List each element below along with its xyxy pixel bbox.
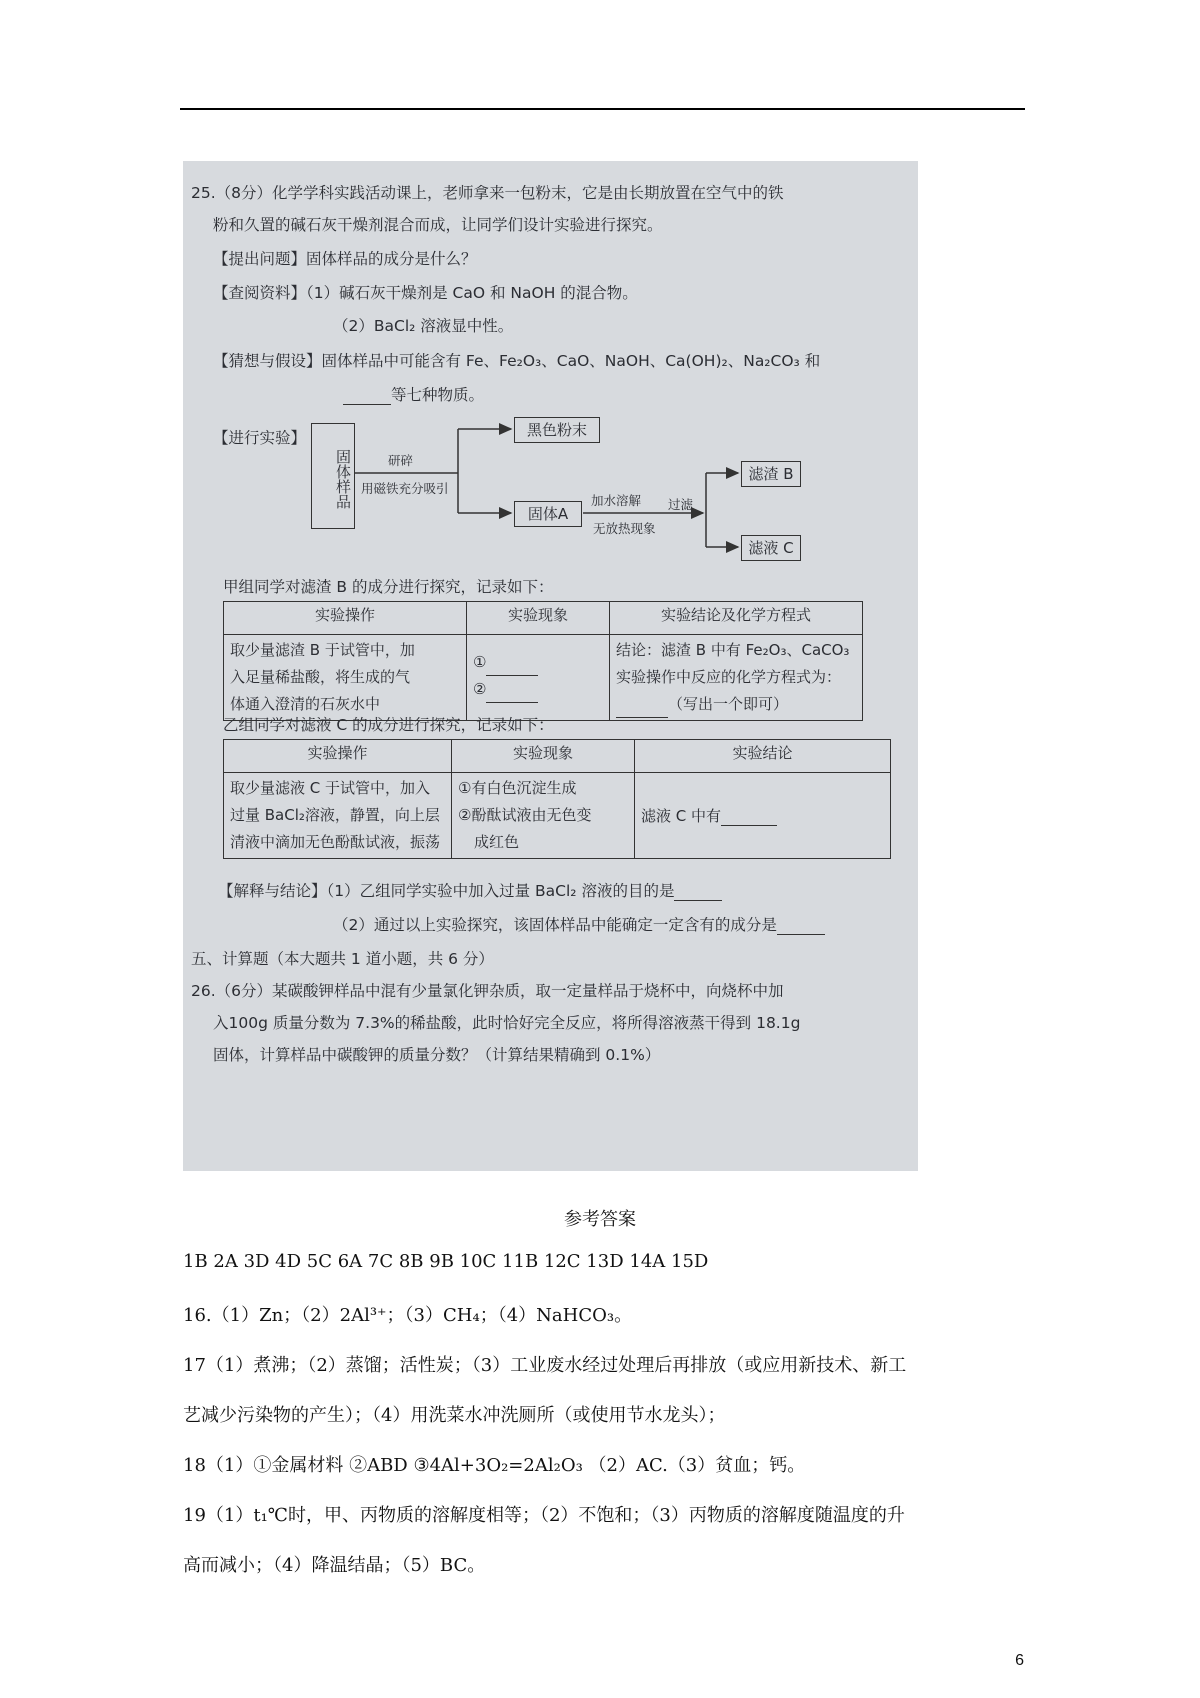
answers-title: 参考答案	[564, 1209, 636, 1230]
t2-phen	[452, 773, 635, 859]
expl1-line	[218, 879, 722, 901]
scanned-exam-photo	[183, 161, 918, 1171]
flow-grind: 研碎	[388, 453, 414, 468]
t2-op-line: 取少量滤液 C 于试管中，加入	[230, 779, 431, 797]
flow-black-powder: 黑色粉末	[514, 417, 600, 443]
t1-header-phen: 实验现象	[467, 602, 610, 635]
q26-line2: 入100g 质量分数为 7.3%的稀盐酸，此时恰好完全反应，将所得溶液蒸干得到 18.1g	[213, 1014, 801, 1032]
answer-19-line2: 高而减小；（4）降温结晶；（5）BC。	[183, 1555, 486, 1576]
answer-blank	[721, 825, 777, 826]
t2-header-op: 实验操作	[224, 740, 452, 773]
expl2: （2）通过以上实验探究，该固体样品中能确定一定含有的成分是	[333, 916, 777, 934]
q25-info2: （2）BaCl₂ 溶液显中性。	[333, 317, 514, 335]
q26-line1: 26.（6分）某碳酸钾样品中混有少量氯化钾杂质，取一定量样品于烧杯中，向烧杯中加	[191, 982, 784, 1000]
flow-magnet: 用磁铁充分吸引	[361, 481, 449, 496]
t1-op	[224, 635, 467, 721]
t2-phen-line: ②酚酞试液由无色变	[458, 806, 592, 824]
t1-header-op: 实验操作	[224, 602, 467, 635]
t2-conc	[635, 773, 891, 859]
expl2-line	[333, 913, 825, 935]
t1-op-line: 取少量滤渣 B 于试管中，加	[230, 641, 415, 659]
flow-dissolve: 加水溶解	[591, 493, 642, 508]
flow-filter: 过滤	[668, 497, 694, 512]
t2-conc-text: 滤液 C 中有	[641, 807, 722, 825]
q25-line1: 25.（8分）化学学科实践活动课上，老师拿来一包粉末，它是由长期放置在空气中的铁	[191, 184, 784, 202]
answer-17-line2: 艺减少污染物的产生）；（4）用洗菜水冲洗厕所（或使用节水龙头）；	[183, 1405, 726, 1426]
t1-conc-line: 结论：滤渣 B 中有 Fe₂O₃、CaCO₃	[616, 641, 850, 659]
answer-blank	[674, 900, 722, 901]
flow-sample: 固体样品	[334, 449, 352, 509]
experiment-heading: 【进行实验】	[213, 429, 307, 447]
t1-op-line: 入足量稀盐酸，将生成的气	[230, 668, 411, 686]
t2-op-line: 清液中滴加无色酚酞试液，振荡	[230, 833, 441, 851]
t1-phen-1: ①	[473, 649, 603, 676]
flow-residue-b: 滤渣 B	[741, 461, 801, 487]
section-5-heading: 五、计算题（本大题共 1 道小题，共 6 分）	[191, 950, 494, 968]
t2-header-conc: 实验结论	[635, 740, 891, 773]
table-group-a	[223, 601, 863, 721]
t1-conc-line: 实验操作中反应的化学方程式为：	[616, 668, 842, 686]
t1-conc-line3: （写出一个即可）	[616, 691, 856, 718]
answer-18: 18（1）①金属材料 ②ABD ③4Al+3O₂=2Al₂O₃ （2）AC.（3）贫血；钙。	[183, 1455, 806, 1476]
t2-op	[224, 773, 452, 859]
header-rule	[180, 108, 1025, 110]
q25-guess2: 等七种物质。	[391, 386, 485, 404]
answer-17-line1: 17（1）煮沸；（2）蒸馏；活性炭；（3）工业废水经过处理后再排放（或应用新技术、新工	[183, 1355, 907, 1376]
table-group-b	[223, 739, 891, 859]
q25-question: 【提出问题】固体样品的成分是什么？	[213, 250, 477, 268]
t2-phen-line: ①有白色沉淀生成	[458, 779, 577, 797]
t1-phen-2: ②	[473, 676, 603, 703]
t2-header-phen: 实验现象	[452, 740, 635, 773]
expl1: 【解释与结论】（1）乙组同学实验中加入过量 BaCl₂ 溶液的目的是	[218, 882, 675, 900]
q25-guess1: 【猜想与假设】固体样品中可能含有 Fe、Fe₂O₃、CaO、NaOH、Ca(OH)₂、Na₂CO₃ 和	[213, 352, 821, 370]
group-b-intro: 乙组同学对滤液 C 的成分进行探究，记录如下：	[223, 716, 554, 734]
t2-phen-line: 成红色	[474, 833, 520, 851]
answer-blank	[777, 934, 825, 935]
flow-solid-a: 固体A	[514, 501, 582, 527]
t1-phen	[467, 635, 610, 721]
flow-no-heat: 无放热现象	[593, 521, 656, 536]
q26-line3: 固体，计算样品中碳酸钾的质量分数？（计算结果精确到 0.1%）	[213, 1046, 661, 1064]
answer-16: 16.（1）Zn；（2）2Al³⁺；（3）CH₄；（4）NaHCO₃。	[183, 1305, 633, 1326]
t1-conc	[610, 635, 863, 721]
t2-op-line: 过量 BaCl₂溶液，静置，向上层	[230, 806, 440, 824]
t1-op-line: 体通入澄清的石灰水中	[230, 695, 381, 713]
page-number: 6	[1015, 1652, 1024, 1669]
answers-choice: 1B 2A 3D 4D 5C 6A 7C 8B 9B 10C 11B 12C 13D 14A 15D	[183, 1251, 709, 1272]
group-a-intro: 甲组同学对滤渣 B 的成分进行探究，记录如下：	[223, 578, 554, 596]
q25-info1: 【查阅资料】（1）碱石灰干燥剂是 CaO 和 NaOH 的混合物。	[213, 284, 638, 302]
q25-line2: 粉和久置的碱石灰干燥剂混合而成，让同学们设计实验进行探究。	[213, 216, 663, 234]
flow-filtrate-c: 滤液 C	[741, 535, 801, 561]
t1-header-conc: 实验结论及化学方程式	[610, 602, 863, 635]
answer-19-line1: 19（1）t₁℃时，甲、丙物质的溶解度相等；（2）不饱和；（3）丙物质的溶解度随温度的升	[183, 1505, 905, 1526]
